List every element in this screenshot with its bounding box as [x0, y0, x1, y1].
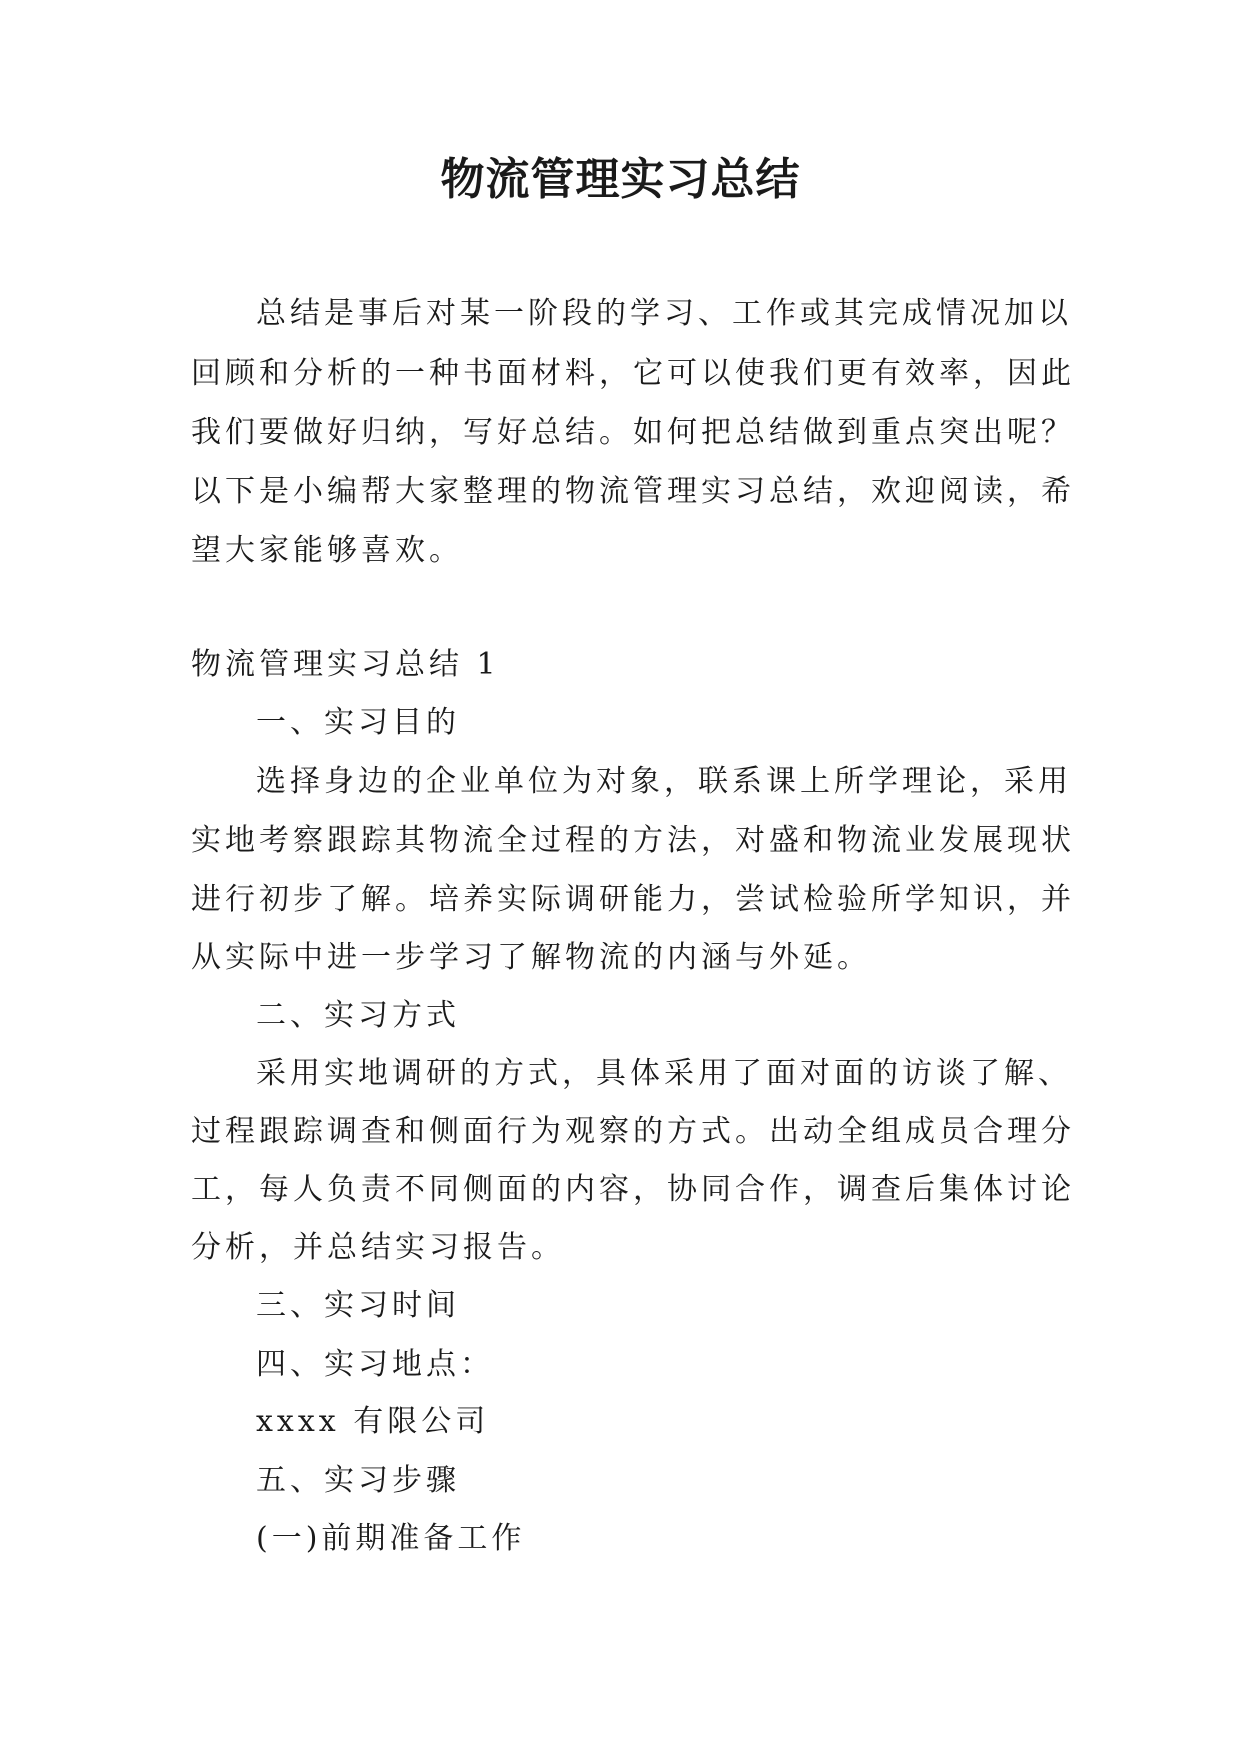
- paragraph-line: 进行初步了解。培养实际调研能力，尝试检验所学知识，并: [191, 882, 1075, 917]
- heading-objective: 一、实习目的: [256, 705, 460, 740]
- paragraph-line: 从实际中进一步学习了解物流的内涵与外延。: [191, 940, 871, 975]
- location-text: xxxx 有限公司: [256, 1404, 490, 1439]
- intro-line: 望大家能够喜欢。: [191, 533, 463, 568]
- document-title: 物流管理实习总结: [440, 154, 801, 205]
- paragraph-line: 过程跟踪调查和侧面行为观察的方式。出动全组成员合理分: [191, 1114, 1075, 1149]
- intro-line: 我们要做好归纳，写好总结。如何把总结做到重点突出呢？: [191, 415, 1075, 450]
- heading-time: 三、实习时间: [256, 1288, 460, 1323]
- section-title: 物流管理实习总结 1: [191, 647, 500, 682]
- intro-line: 以下是小编帮大家整理的物流管理实习总结，欢迎阅读，希: [191, 474, 1075, 509]
- paragraph-line: 选择身边的企业单位为对象，联系课上所学理论，采用: [256, 764, 1072, 799]
- paragraph-line: 采用实地调研的方式，具体采用了面对面的访谈了解、: [256, 1056, 1072, 1091]
- paragraph-line: 分析，并总结实习报告。: [191, 1230, 565, 1265]
- heading-method: 二、实习方式: [256, 998, 460, 1033]
- sub-heading-preparation: (一)前期准备工作: [256, 1521, 526, 1556]
- heading-steps: 五、实习步骤: [256, 1463, 460, 1498]
- paragraph-line: 工，每人负责不同侧面的内容，协同合作，调查后集体讨论: [191, 1172, 1075, 1207]
- intro-line: 总结是事后对某一阶段的学习、工作或其完成情况加以: [256, 296, 1072, 331]
- paragraph-line: 实地考察跟踪其物流全过程的方法，对盛和物流业发展现状: [191, 823, 1075, 858]
- intro-line: 回顾和分析的一种书面材料，它可以使我们更有效率，因此: [191, 356, 1075, 391]
- heading-location: 四、实习地点：: [256, 1347, 494, 1382]
